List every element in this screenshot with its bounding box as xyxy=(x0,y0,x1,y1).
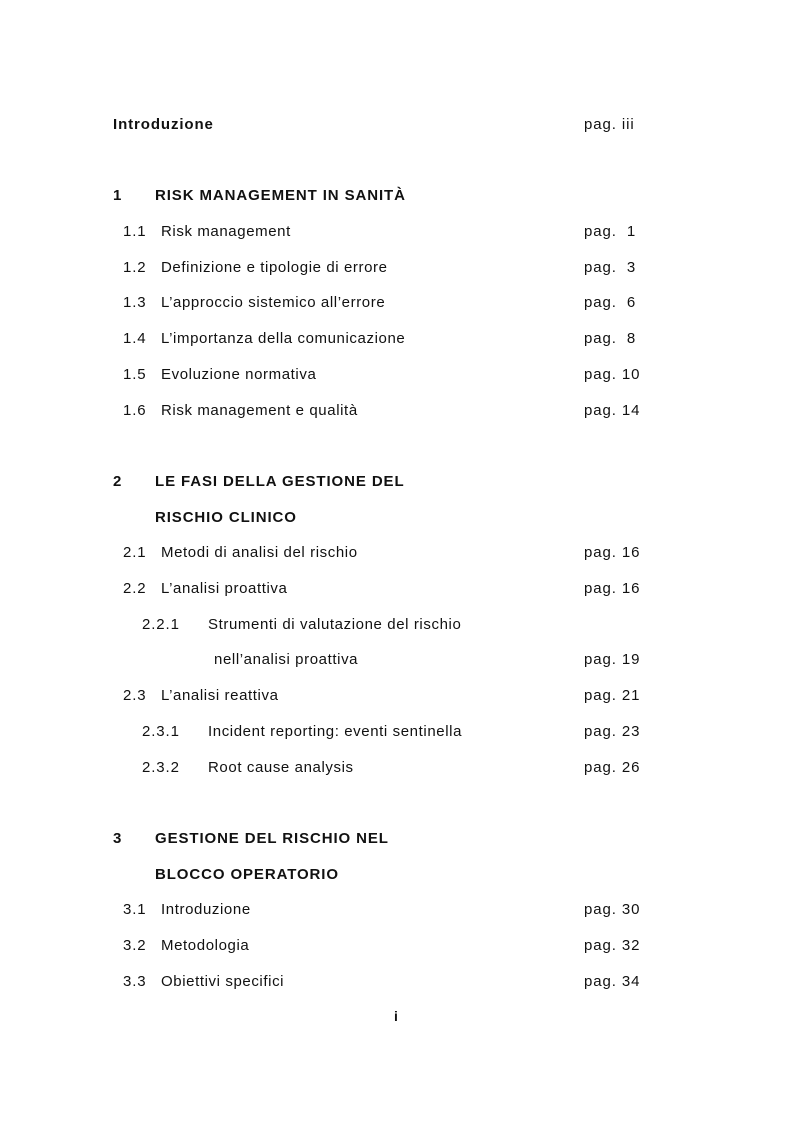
section-title: Obiettivi specifici xyxy=(161,973,285,990)
section-number: 1.5 xyxy=(123,366,147,383)
section-number: 3.3 xyxy=(123,973,147,990)
section-title: L’analisi reattiva xyxy=(161,687,279,704)
section-number: 2.1 xyxy=(123,544,147,561)
subsection-number: 2.2.1 xyxy=(142,616,180,633)
section-page: pag. 34 xyxy=(584,973,641,990)
section-page: pag. 10 xyxy=(584,366,641,383)
section-number: 3.2 xyxy=(123,937,147,954)
section-page: pag. 16 xyxy=(584,580,641,597)
chapter-2-number: 2 xyxy=(113,473,123,490)
section-number: 2.3 xyxy=(123,687,147,704)
chapter-3-title-line2: BLOCCO OPERATORIO xyxy=(155,866,339,883)
chapter-2-title-line1: LE FASI DELLA GESTIONE DEL xyxy=(155,473,405,490)
toc-intro-page: pag. iii xyxy=(584,116,635,133)
section-page: pag. 8 xyxy=(584,330,637,347)
section-number: 3.1 xyxy=(123,901,147,918)
subsection-page: pag. 26 xyxy=(584,759,641,776)
section-number: 2.2 xyxy=(123,580,147,597)
section-title: Risk management xyxy=(161,223,291,240)
section-page: pag. 30 xyxy=(584,901,641,918)
subsection-title-line1: Strumenti di valutazione del rischio xyxy=(208,616,462,633)
subsection-page: pag. 19 xyxy=(584,651,641,668)
subsection-number: 2.3.1 xyxy=(142,723,180,740)
section-page: pag. 16 xyxy=(584,544,641,561)
chapter-3-title-line1: GESTIONE DEL RISCHIO NEL xyxy=(155,830,389,847)
section-title: Metodi di analisi del rischio xyxy=(161,544,358,561)
section-number: 1.2 xyxy=(123,259,147,276)
section-title: Risk management e qualità xyxy=(161,402,358,419)
section-page: pag. 6 xyxy=(584,294,637,311)
subsection-title-line2: nell’analisi proattiva xyxy=(214,651,359,668)
subsection-page: pag. 23 xyxy=(584,723,641,740)
subsection-title: Root cause analysis xyxy=(208,759,354,776)
section-number: 1.4 xyxy=(123,330,147,347)
section-number: 1.3 xyxy=(123,294,147,311)
section-number: 1.6 xyxy=(123,402,147,419)
section-page: pag. 32 xyxy=(584,937,641,954)
chapter-1-title: RISK MANAGEMENT IN SANITÀ xyxy=(155,187,406,204)
section-page: pag. 3 xyxy=(584,259,637,276)
subsection-number: 2.3.2 xyxy=(142,759,180,776)
section-title: Metodologia xyxy=(161,937,250,954)
chapter-1-number: 1 xyxy=(113,187,123,204)
section-number: 1.1 xyxy=(123,223,147,240)
section-page: pag. 21 xyxy=(584,687,641,704)
section-title: Evoluzione normativa xyxy=(161,366,317,383)
section-title: Introduzione xyxy=(161,901,251,918)
section-title: L’approccio sistemico all’errore xyxy=(161,294,386,311)
toc-intro-title: Introduzione xyxy=(113,116,214,133)
section-title: Definizione e tipologie di errore xyxy=(161,259,388,276)
section-page: pag. 1 xyxy=(584,223,637,240)
section-title: L’importanza della comunicazione xyxy=(161,330,406,347)
footer-page-number: i xyxy=(394,1008,398,1024)
subsection-title: Incident reporting: eventi sentinella xyxy=(208,723,463,740)
chapter-2-title-line2: RISCHIO CLINICO xyxy=(155,509,297,526)
chapter-3-number: 3 xyxy=(113,830,123,847)
section-page: pag. 14 xyxy=(584,402,641,419)
section-title: L’analisi proattiva xyxy=(161,580,288,597)
